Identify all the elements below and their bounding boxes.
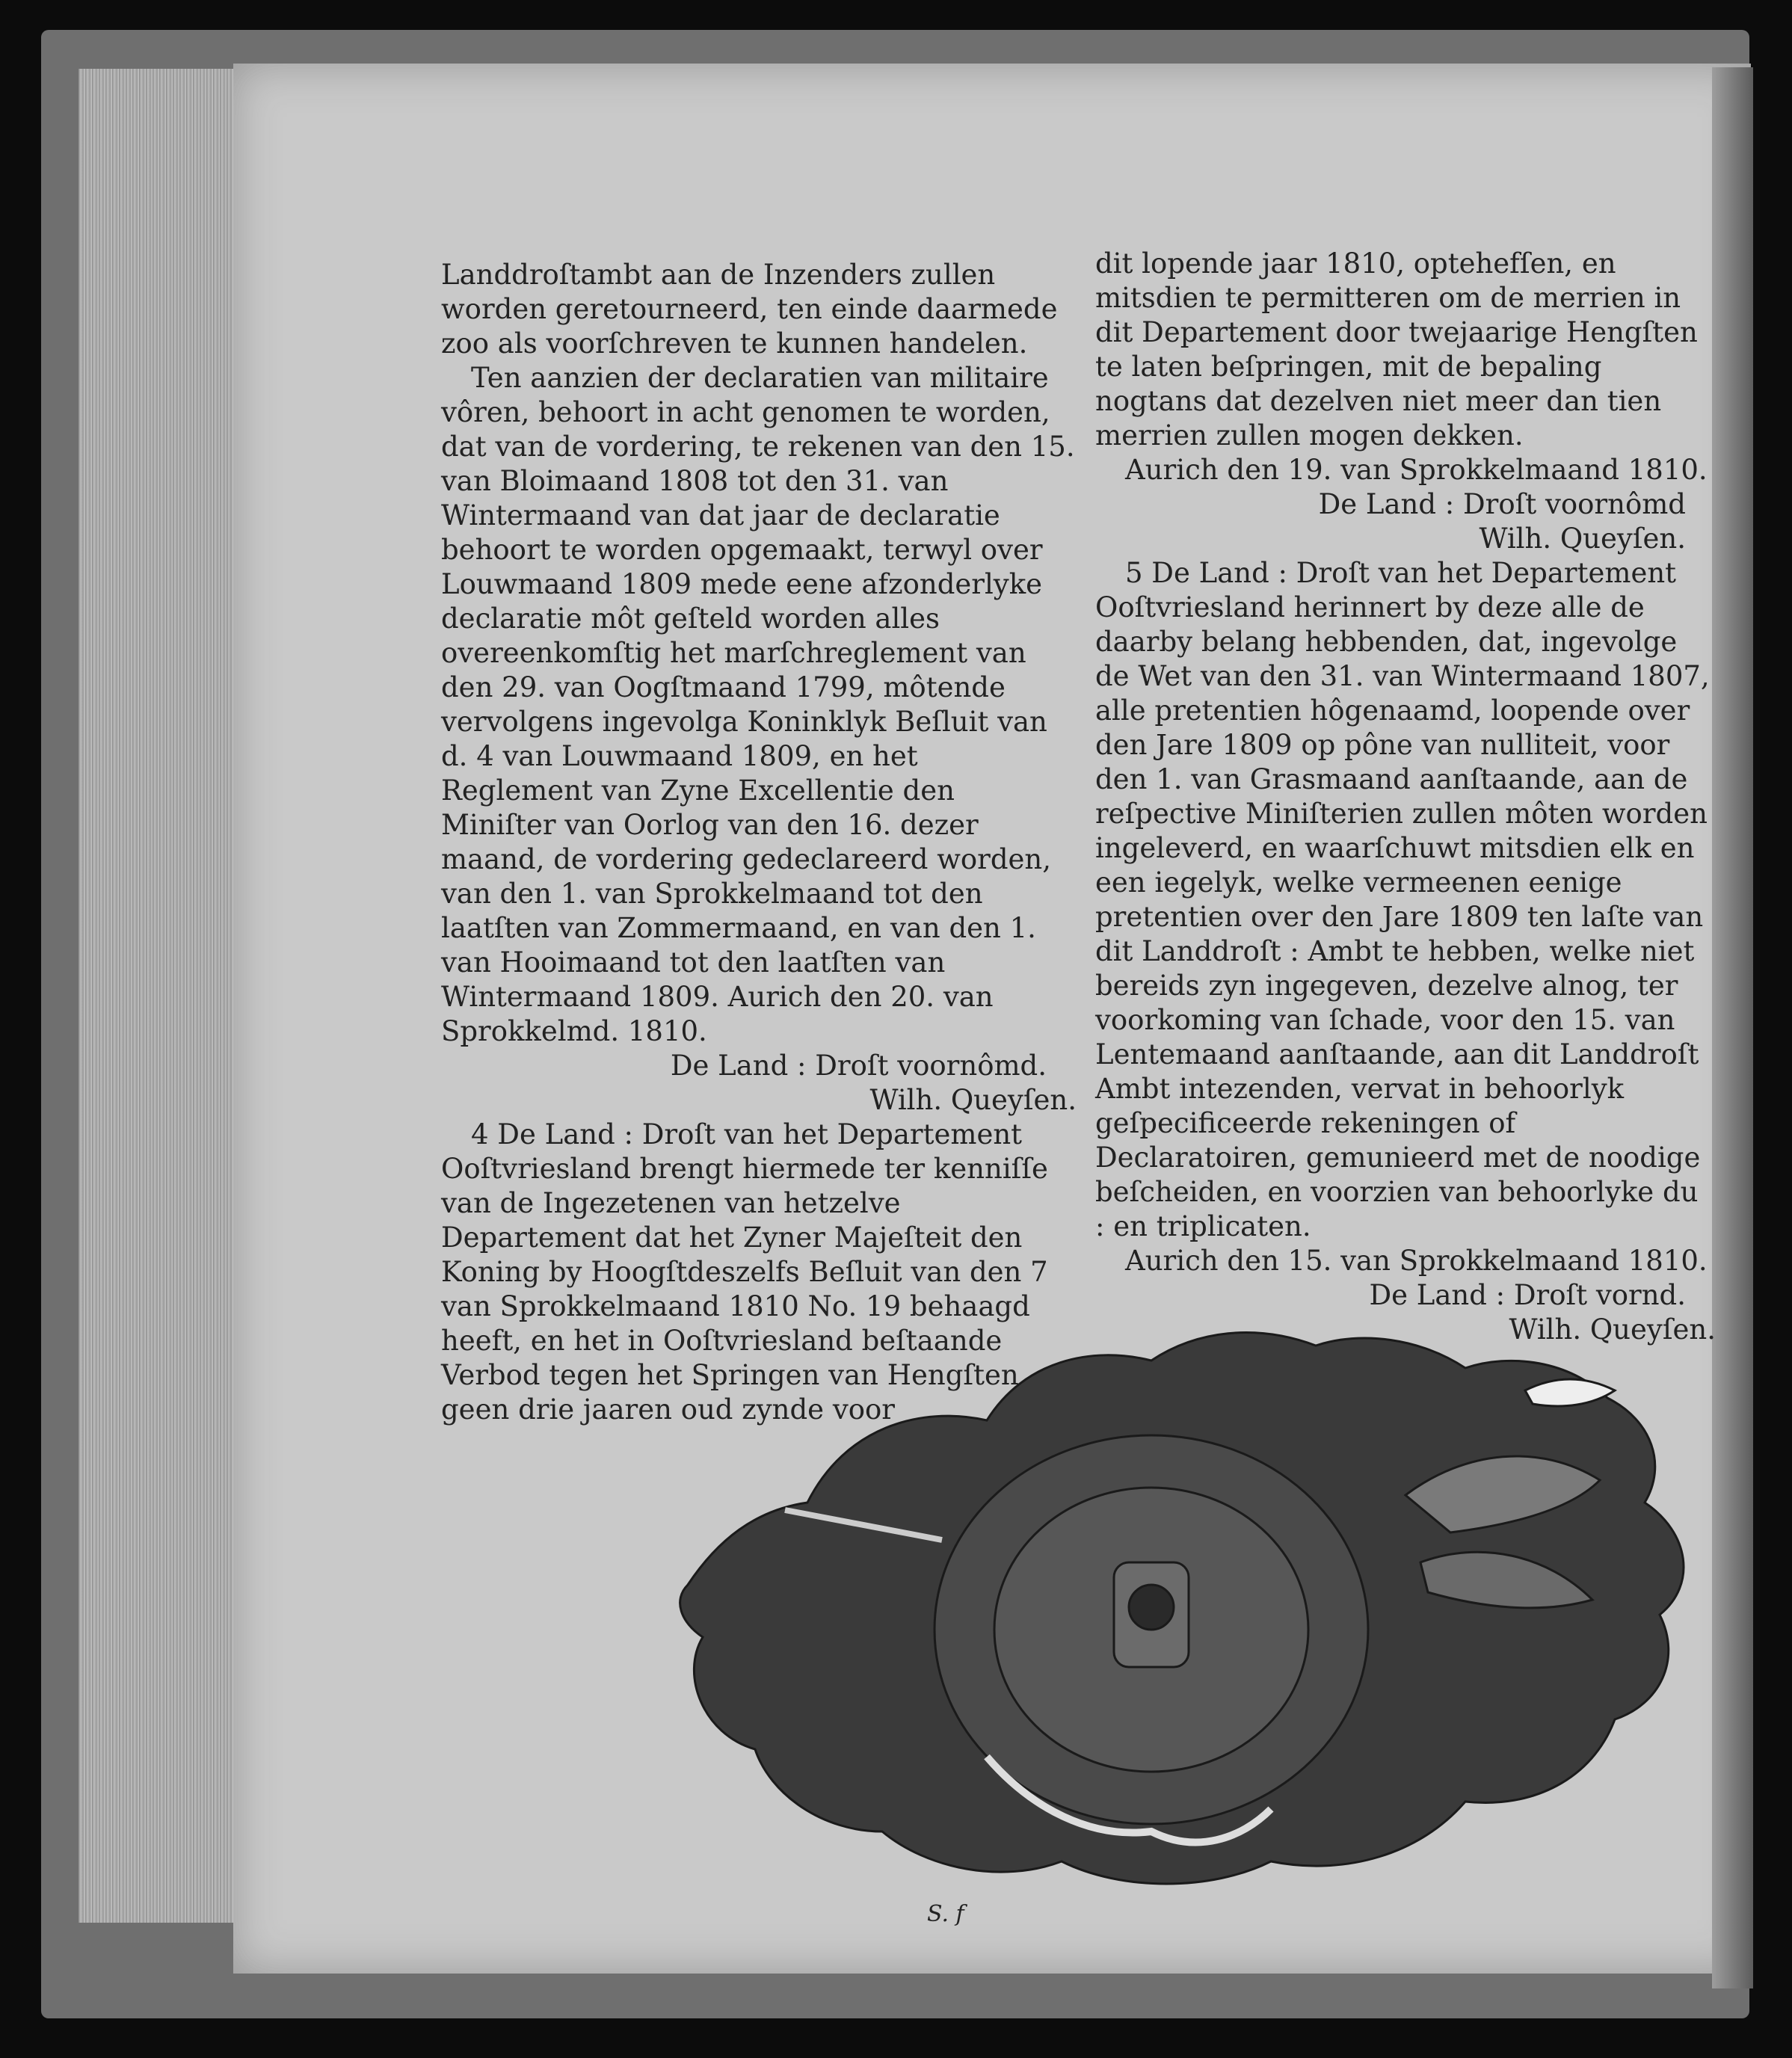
left-signature-name: Wilh. Queyſen. [869, 1084, 1077, 1116]
left-paragraph-4: 4 De Land : Droſt van het Departement Ooſtvriesland brengt hiermede ter kenniſſe van de Ingezetenen van hetzelve Departement dat het Zyner Majeſteit den Koning by Hoogſtdeszelfs Beſluit van den 7 van Sprokkelmaand 1810 No. 19 behaagd heeft, en het in Ooſtvriesland beſtaande Verbod tegen het Springen van Hengſten geen drie jaaren oud zynde voor [441, 1118, 1048, 1426]
right-signature-name-1: Wilh. Queyſen. [1479, 523, 1686, 555]
right-signature-name-2: Wilh. Queyſen. [1509, 1313, 1716, 1346]
left-column [441, 258, 1077, 1427]
foliage-illustration [680, 1333, 1684, 1884]
right-dateline-1: Aurich den 19. van Sprokkelmaand 1810. [1125, 454, 1708, 486]
left-paragraph-2: Ten aanzien der declaratien van militaire vôren, behoort in acht genomen te worden, dat van de vordering, te rekenen van den 15. van Bloimaand 1808 tot den 31. van Wintermaand van dat jaar de declaratie behoort te worden opgemaakt, terwyl over Louwmaand 1809 mede eene afzonderlyke declaratie môt geſteld worden alles overeenkomſtig het marſchreglement van den 29. van Oogſtmaand 1799, môtende vervolgens ingevolga Koninklyk Beſluit van d. 4 van Louwmaand 1809, en het Reglement van Zyne Excellentie den Miniſter van Oorlog van den 16. dezer maand, de vordering gedeclareerd worden, van den 1. van Sprokkelmaand tot den laatſten van Zommermaand, en van den 1. van Hooimaand tot den laatſten van Wintermaand 1809. Aurich den 20. van Sprokkelmd. 1810. [441, 362, 1075, 1047]
right-signature-title-1: De Land : Droſt voornômd [1318, 488, 1686, 520]
right-signature-title-2: De Land : Droſt vornd. [1369, 1279, 1686, 1311]
left-signature-title: De Land : Droſt voornômd. [670, 1050, 1047, 1082]
right-paragraph-5: 5 De Land : Droſt van het Departement Ooſtvriesland herinnert by deze alle de daarby belang hebbenden, dat, ingevolge de Wet van den 31. van Wintermaand 1807, alle pretentien hôgenaamd, loopende over den Jare 1809 op pône van nulliteit, voor den 1. van Grasmaand aanſtaande, aan de reſpective Miniſterien zullen môten worden ingeleverd, en waarſchuwt mitsdien elk en een iegelyk, welke vermeenen eenige pretentien over den Jare 1809 ten laſte van dit Landdroſt : Ambt te hebben, welke niet bereids zyn ingegeven, dezelve alnog, ter voorkoming van ſchade, voor den 15. van Lentemaand aanſtaande, aan dit Landdroſt Ambt intezenden, vervat in behoorlyk geſpecificeerde rekeningen of Declaratoiren, gemunieerd met de noodige beſcheiden, en voorzien van behoorlyke du : en triplicaten. [1095, 557, 1710, 1242]
page-stack [78, 69, 239, 1923]
engraved-vignette [673, 1316, 1719, 1974]
left-paragraph-1: Landdroſtambt aan de Inzenders zullen worden geretourneerd, ten einde daarmede zoo als voorſchreven te kunnen handelen. [441, 259, 1058, 360]
engraver-signature: S. f [927, 1901, 964, 1927]
right-dateline-2: Aurich den 15. van Sprokkelmaand 1810. [1125, 1245, 1708, 1277]
right-column [1095, 247, 1716, 1347]
right-paragraph-1: dit lopende jaar 1810, optehefſen, en mitsdien te permitteren om de merrien in dit Departement door twejaarige Hengſten te laten beſpringen, mit de bepaling nogtans dat dezelven niet meer dan tien merrien zullen mogen dekken. [1095, 247, 1698, 452]
